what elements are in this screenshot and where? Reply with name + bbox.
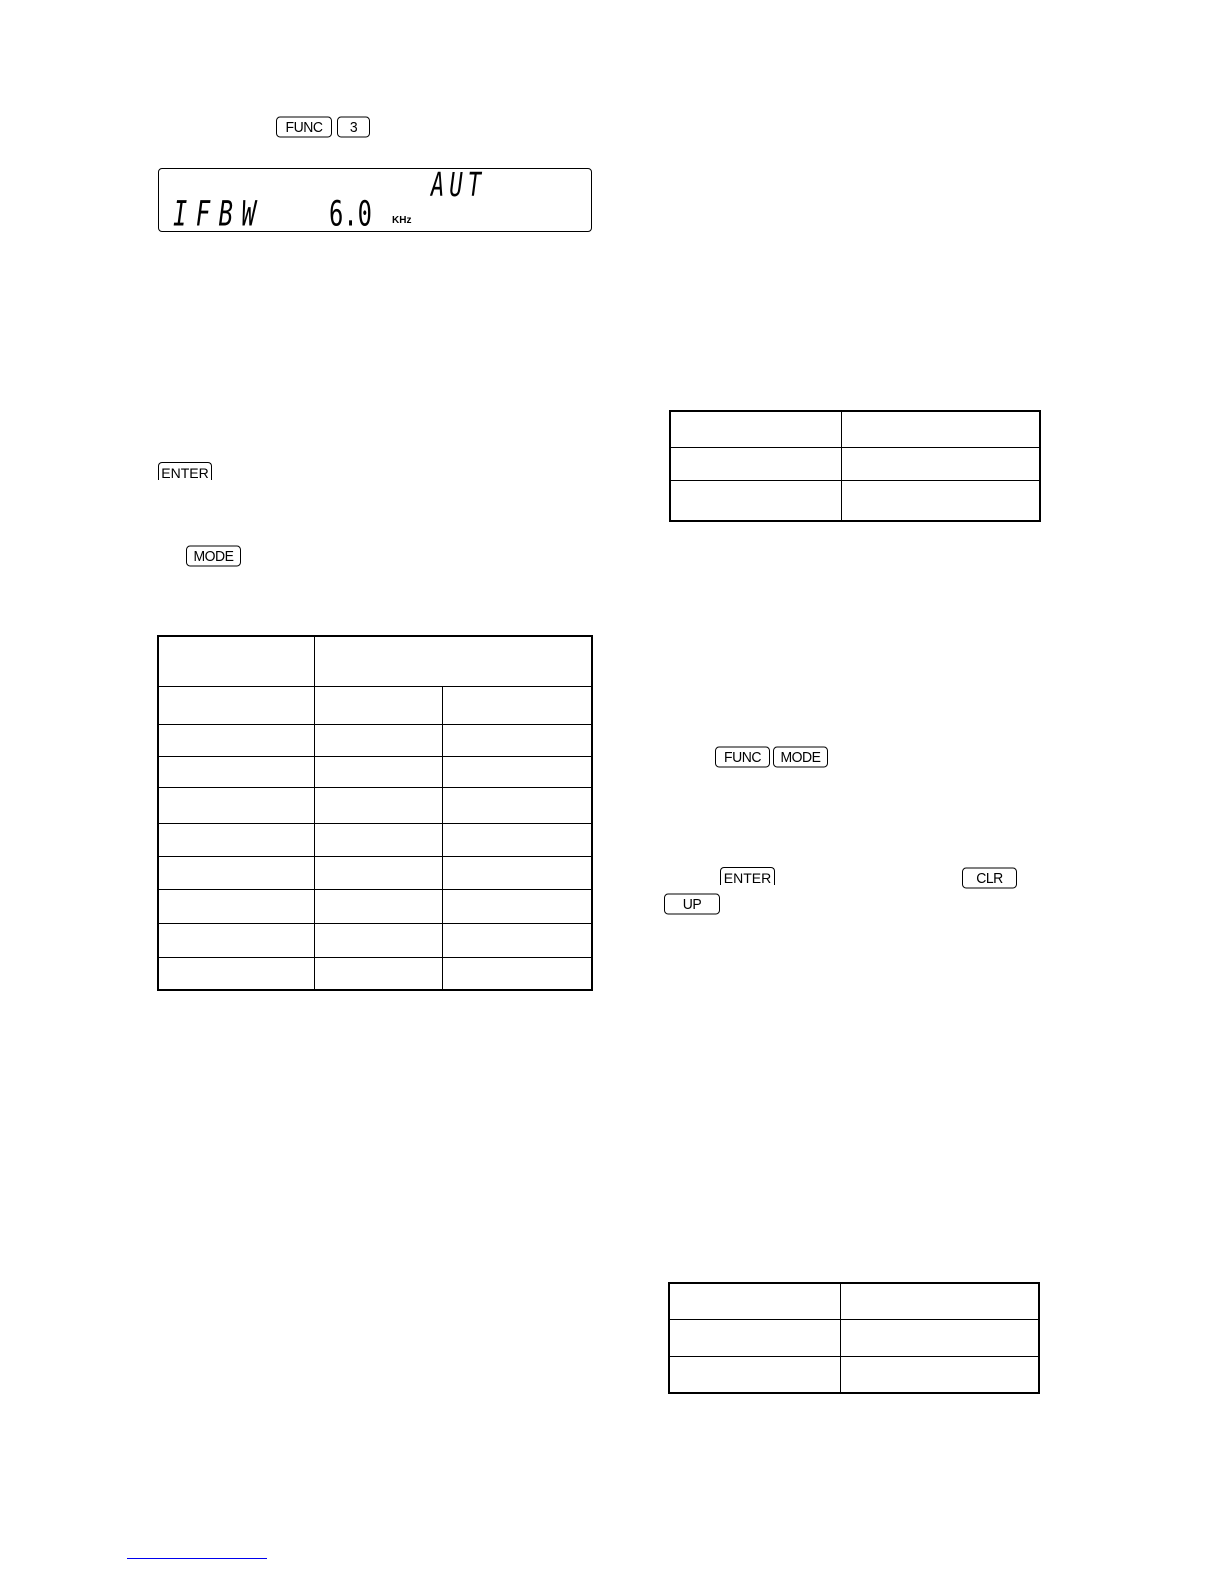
up-key: UP	[664, 894, 720, 915]
lcd-mode-text: AUT	[431, 167, 487, 205]
table-cell	[159, 958, 315, 990]
right-table-lower	[669, 1283, 1039, 1393]
table-cell	[671, 481, 842, 521]
table-cell	[159, 824, 315, 857]
key-3: 3	[337, 117, 370, 138]
table-cell	[841, 1320, 1039, 1357]
table-cell	[443, 824, 592, 857]
table-cell	[159, 857, 315, 890]
lcd-value: 6.0	[329, 193, 372, 235]
table-cell	[315, 890, 443, 924]
table-cell	[671, 412, 842, 448]
func-key-right: FUNC	[715, 747, 770, 768]
table-cell	[315, 824, 443, 857]
lcd-label: IFBW	[173, 193, 265, 235]
table-cell	[315, 757, 443, 788]
table-cell	[315, 687, 443, 725]
func-key: FUNC	[276, 117, 332, 138]
table-cell	[842, 412, 1040, 448]
table-cell	[443, 788, 592, 824]
table-cell	[315, 924, 443, 958]
table-cell	[315, 637, 592, 687]
lcd-display	[158, 167, 592, 235]
table-cell	[159, 788, 315, 824]
table-cell	[443, 687, 592, 725]
mode-key-right: MODE	[773, 747, 828, 768]
table-cell	[670, 1357, 841, 1393]
table-cell	[842, 448, 1040, 481]
lcd-unit: KHz	[392, 215, 412, 226]
right-table-upper	[670, 411, 1040, 521]
mode-key: MODE	[186, 546, 241, 567]
enter-key-right: ENTER	[720, 867, 775, 885]
table-cell	[443, 958, 592, 990]
table-cell	[443, 857, 592, 890]
table-cell	[670, 1284, 841, 1320]
table-cell	[315, 958, 443, 990]
table-cell	[842, 481, 1040, 521]
table-cell	[841, 1357, 1039, 1393]
table-cell	[159, 890, 315, 924]
mode-bandwidth-table	[158, 636, 592, 990]
table-cell	[841, 1284, 1039, 1320]
table-cell	[443, 890, 592, 924]
table-cell	[443, 725, 592, 757]
table-cell	[159, 687, 315, 725]
table-cell	[670, 1320, 841, 1357]
footer-link-underline[interactable]	[127, 1558, 267, 1559]
table-cell	[315, 857, 443, 890]
table-cell	[159, 637, 315, 687]
enter-key: ENTER	[158, 462, 212, 480]
table-cell	[671, 448, 842, 481]
table-cell	[159, 757, 315, 788]
table-cell	[159, 924, 315, 958]
table-cell	[159, 725, 315, 757]
table-cell	[315, 725, 443, 757]
table-cell	[443, 924, 592, 958]
clr-key: CLR	[962, 868, 1017, 889]
table-cell	[315, 788, 443, 824]
table-cell	[443, 757, 592, 788]
